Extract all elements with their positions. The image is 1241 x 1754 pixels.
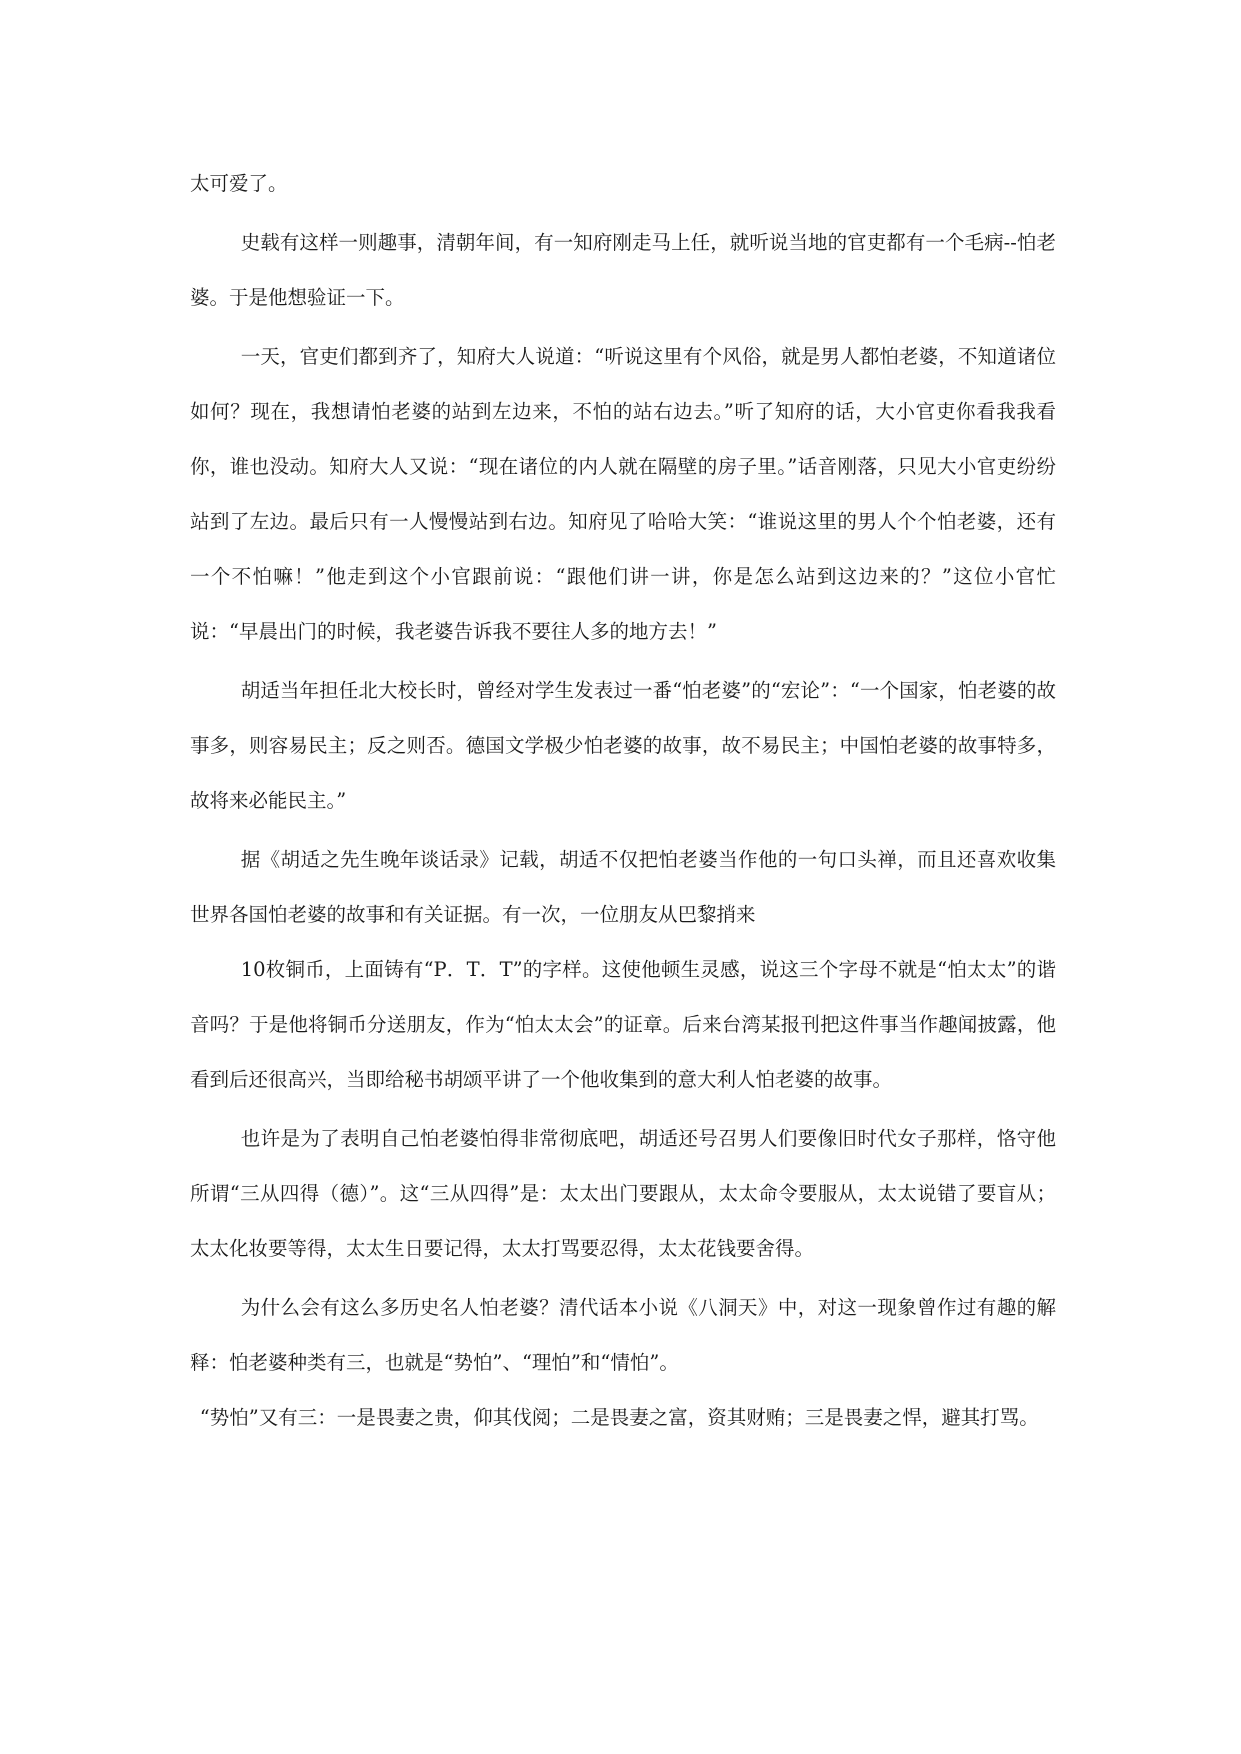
paragraph-hushi-record: 据《胡适之先生晚年谈话录》记载，胡适不仅把怕老婆当作他的一句口头禅，而且还喜欢收集世界各国怕老婆的故事和有关证据。有一次，一位朋友从巴黎捎来 — [190, 848, 1056, 926]
paragraph-shi-pa: “势怕”又有三：一是畏妻之贵，仰其伐阅；二是畏妻之富，资其财贿；三是畏妻之悍，避其打骂。 — [199, 1406, 1039, 1429]
paragraph-anecdote-intro: 史载有这样一则趣事，清朝年间，有一知府刚走马上任，就听说当地的官吏都有一个毛病--怕老婆。于是他想验证一下。 — [190, 231, 1056, 309]
paragraph-hushi-theory: 胡适当年担任北大校长时，曾经对学生发表过一番“怕老婆”的“宏论”：“一个国家，怕老婆的故事多，则容易民主；反之则否。德国文学极少怕老婆的故事，故不易民主；中国怕老婆的故事特多，故将来必能民主。” — [190, 679, 1056, 812]
paragraph-ptt-coins: 10枚铜币，上面铸有“P．T．T”的字样。这使他顿生灵感，说这三个字母不就是“怕太太”的谐音吗？于是他将铜币分送朋友，作为“怕太太会”的证章。后来台湾某报刊把这件事当作趣闻披露，他看到后还很高兴，当即给秘书胡颂平讲了一个他收集到的意大利人怕老婆的故事。 — [190, 958, 1056, 1091]
paragraph-continuation: 太可爱了。 — [190, 172, 288, 195]
paragraph-why-question: 为什么会有这么多历史名人怕老婆？清代话本小说《八洞天》中，对这一现象曾作过有趣的解释：怕老婆种类有三，也就是“势怕”、“理怕”和“情怕”。 — [190, 1296, 1056, 1374]
paragraph-anecdote-story: 一天，官吏们都到齐了，知府大人说道：“听说这里有个风俗，就是男人都怕老婆，不知道诸位如何？现在，我想请怕老婆的站到左边来，不怕的站右边去。”听了知府的话，大小官吏你看我我看你，谁也没动。知府大人又说：“现在诸位的内人就在隔壁的房子里。”话音刚落，只见大小官吏纷纷站到了左边。最后只有一人慢慢站到右边。知府见了哈哈大笑：“谁说这里的男人个个怕老婆，还有一个不怕嘛！”他走到这个小官跟前说：“跟他们讲一讲，你是怎么站到这边来的？”这位小官忙说：“早晨出门的时候，我老婆告诉我不要往人多的地方去！” — [190, 345, 1056, 643]
document-body — [190, 156, 1056, 1445]
paragraph-three-four: 也许是为了表明自己怕老婆怕得非常彻底吧，胡适还号召男人们要像旧时代女子那样，恪守他所谓“三从四得（德）”。这“三从四得”是：太太出门要跟从，太太命令要服从，太太说错了要盲从；太太化妆要等得，太太生日要记得，太太打骂要忍得，太太花钱要舍得。 — [190, 1127, 1056, 1260]
